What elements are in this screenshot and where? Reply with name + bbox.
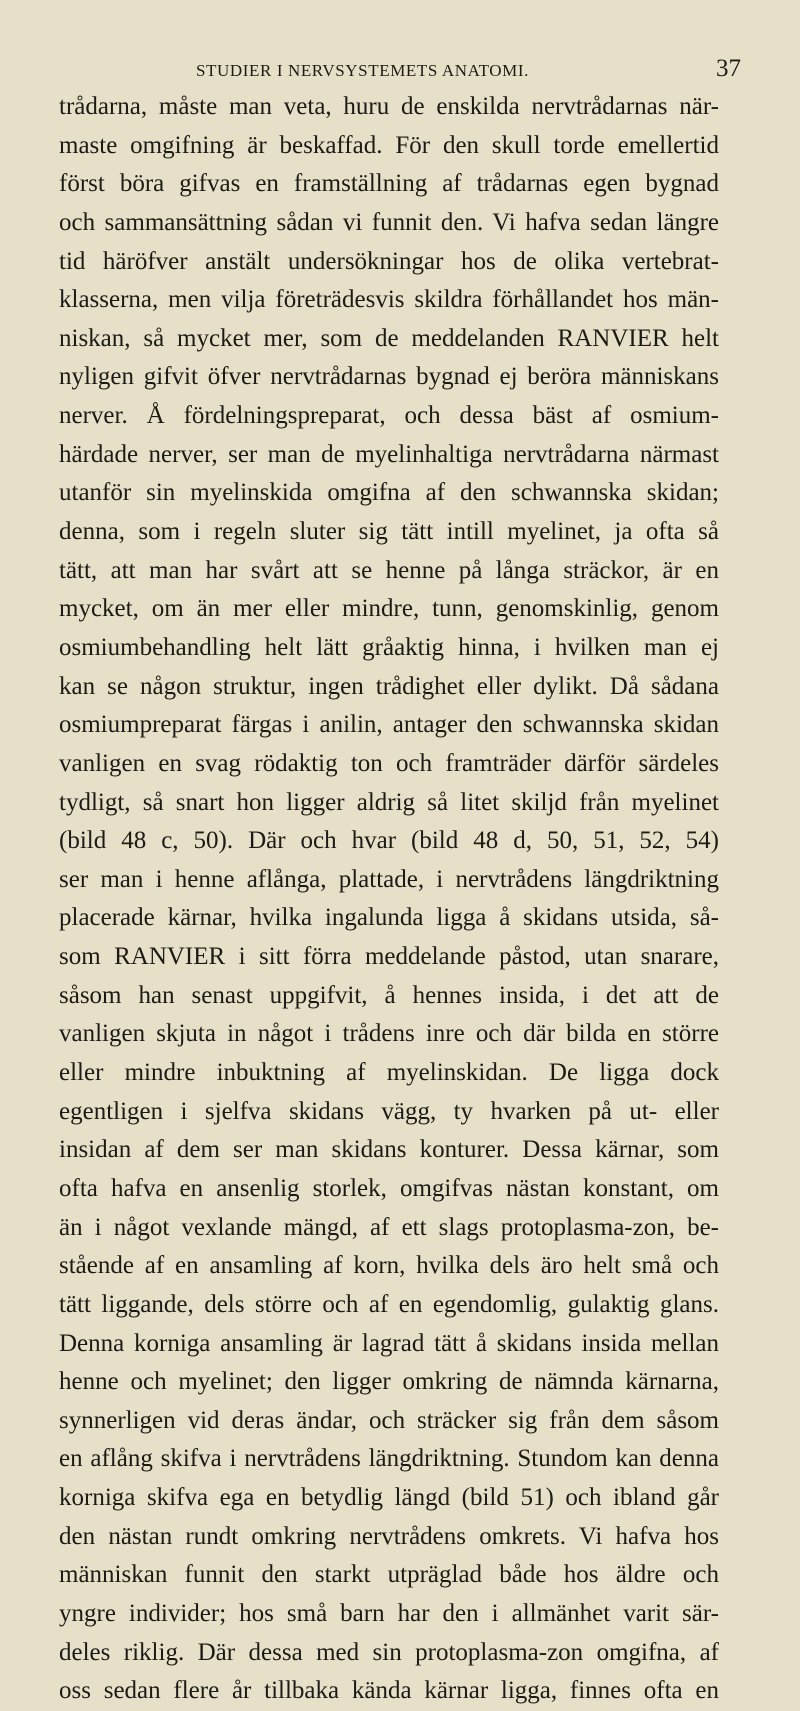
text-line: osmiumpreparat färgas i anilin, antager den schwannska skidan	[59, 711, 719, 739]
body-text	[59, 88, 719, 1711]
text-line: vanligen skjuta in något i trådens inre och där bilda en större	[59, 1020, 719, 1048]
text-line: henne och myelinet; den ligger omkring de nämnda kärnarna,	[59, 1368, 719, 1396]
text-line: egentligen i sjelfva skidans vägg, ty hvarken på ut- eller	[59, 1097, 719, 1125]
text-line: synnerligen vid deras ändar, och sträcker sig från dem såsom	[59, 1406, 719, 1434]
text-line: ser man i henne aflånga, plattade, i nervtrådens längdriktning	[59, 865, 719, 893]
text-line: först böra gifvas en framställning af trådarnas egen bygnad	[59, 170, 719, 198]
text-line: tydligt, så snart hon ligger aldrig så litet skiljd från myelinet	[59, 788, 719, 816]
text-line: klasserna, men vilja företrädesvis skildra förhållandet hos män-	[59, 286, 719, 314]
text-line: en aflång skifva i nervtrådens längdriktning. Stundom kan denna	[59, 1445, 719, 1473]
text-line: kan se någon struktur, ingen trådighet eller dylikt. Då sådana	[59, 672, 719, 700]
text-line: eller mindre inbuktning af myelinskidan. De ligga dock	[59, 1059, 719, 1087]
text-line: trådarna, måste man veta, huru de enskilda nervtrådarnas när-	[59, 93, 719, 120]
text-line: maste omgifning är beskaffad. För den skull torde emellertid	[59, 131, 719, 159]
text-line: nyligen gifvit öfver nervtrådarnas bygnad ej beröra människans	[59, 363, 719, 391]
text-line: och sammansättning sådan vi funnit den. Vi hafva sedan längre	[59, 208, 719, 236]
text-line: härdade nerver, ser man de myelinhaltiga nervtrådarna närmast	[59, 440, 719, 468]
text-line: osmiumbehandling helt lätt gråaktig hinna, i hvilken man ej	[59, 633, 719, 661]
text-line: tätt liggande, dels större och af en egendomlig, gulaktig glans.	[59, 1290, 719, 1318]
text-line: insidan af dem ser man skidans konturer. Dessa kärnar, som	[59, 1136, 719, 1164]
text-line: stående af en ansamling af korn, hvilka dels äro helt små och	[59, 1252, 719, 1280]
text-line: yngre individer; hos små barn har den i allmänhet varit sär-	[59, 1599, 719, 1627]
text-line: oss sedan flere år tillbaka kända kärnar ligga, finnes ofta en	[59, 1677, 719, 1705]
text-line: korniga skifva ega en betydlig längd (bild 51) och ibland går	[59, 1484, 719, 1512]
text-line: niskan, så mycket mer, som de meddelanden RANVIER helt	[59, 324, 719, 352]
text-line: tätt, att man har svårt att se henne på långa sträckor, är en	[59, 556, 719, 584]
text-line: vanligen en svag rödaktig ton och framträder därför särdeles	[59, 749, 719, 777]
page-number: 37	[716, 55, 741, 82]
text-line: än i något vexlande mängd, af ett slags protoplasma-zon, be-	[59, 1213, 719, 1241]
text-line: den nästan rundt omkring nervtrådens omkrets. Vi hafva hos	[59, 1522, 719, 1550]
running-title: STUDIER I NERVSYSTEMETS ANATOMI.	[196, 61, 529, 80]
text-line: som RANVIER i sitt förra meddelande påstod, utan snarare,	[59, 943, 719, 971]
text-line: nerver. Å fördelningspreparat, och dessa bäst af osmium-	[59, 402, 719, 430]
text-line: såsom han senast uppgifvit, å hennes insida, i det att de	[59, 981, 719, 1009]
text-line: denna, som i regeln sluter sig tätt intill myelinet, ja ofta så	[59, 518, 719, 546]
text-line: placerade kärnar, hvilka ingalunda ligga å skidans utsida, så-	[59, 904, 719, 932]
text-line: ofta hafva en ansenlig storlek, omgifvas nästan konstant, om	[59, 1174, 719, 1202]
text-line: människan funnit den starkt utpräglad både hos äldre och	[59, 1561, 719, 1589]
text-line: (bild 48 c, 50). Där och hvar (bild 48 d, 50, 51, 52, 54)	[59, 827, 719, 855]
text-line: deles riklig. Där dessa med sin protoplasma-zon omgifna, af	[59, 1638, 719, 1666]
running-header	[0, 55, 800, 85]
text-line: tid häröfver anstält undersökningar hos de olika vertebrat-	[59, 247, 719, 275]
text-line: mycket, om än mer eller mindre, tunn, genomskinlig, genom	[59, 595, 719, 623]
text-line: utanför sin myelinskida omgifna af den schwannska skidan;	[59, 479, 719, 507]
text-line: Denna korniga ansamling är lagrad tätt å skidans insida mellan	[59, 1329, 719, 1357]
